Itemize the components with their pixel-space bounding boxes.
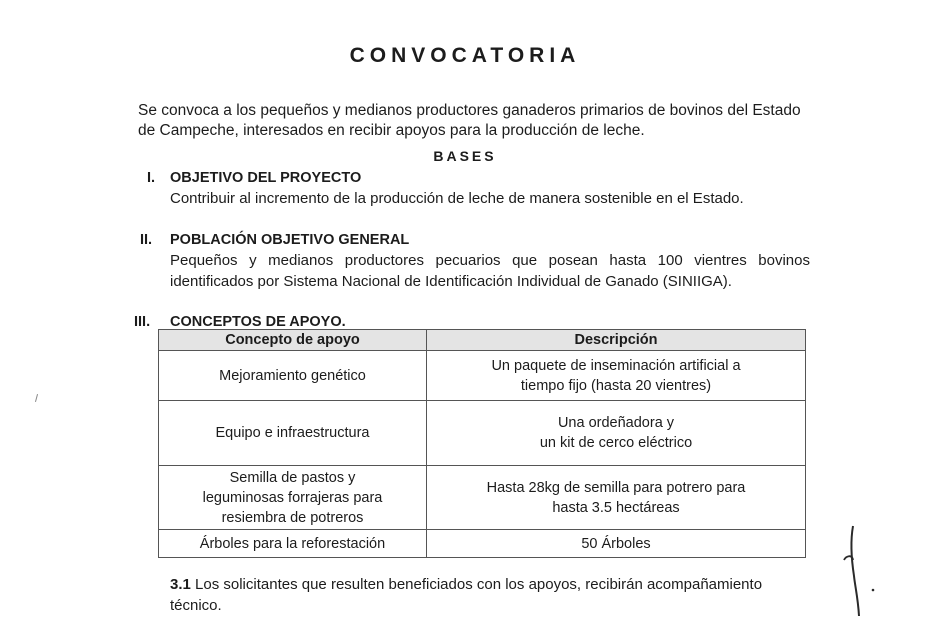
intro-line-2: de Campeche, interesados en recibir apoyos para la producción de leche. <box>138 122 645 139</box>
description-cell <box>427 530 806 558</box>
concept-cell <box>159 530 427 558</box>
table-row <box>159 530 806 558</box>
scan-speck <box>35 394 38 402</box>
description-line: Hasta 28kg de semilla para potrero para <box>486 479 746 496</box>
footnote-line-2: técnico. <box>170 597 222 614</box>
section-2-numeral: II. <box>140 232 153 248</box>
intro-line-1: Se convoca a los pequeños y medianos productores ganaderos primarios de bovinos del Estado <box>138 102 801 119</box>
signature-mark <box>836 518 886 618</box>
concept-cell <box>159 351 427 401</box>
concept-text: Equipo e infraestructura <box>215 425 370 441</box>
description-cell <box>427 351 806 401</box>
description-line: Una ordeñadora y <box>557 415 675 431</box>
bases-heading: BASES <box>433 148 497 164</box>
footnote-line-1 <box>170 574 815 595</box>
concept-text: leguminosas forrajeras para <box>202 489 383 506</box>
concept-text: Árboles para la reforestación <box>199 535 386 552</box>
section-2-text-line-1: Pequeños y medianos productores pecuarios que posean hasta 100 vientres bovinos <box>170 252 810 269</box>
description-line: tiempo fijo (hasta 20 vientres) <box>520 377 712 394</box>
column-header-description: Descripción <box>427 330 806 351</box>
footnote-3-1 <box>170 574 815 616</box>
section-3-heading: CONCEPTOS DE APOYO. <box>170 314 346 330</box>
section-1-text: Contribuir al incremento de la producción de leche de manera sostenible en el Estado. <box>170 190 744 207</box>
concept-cell <box>159 466 427 530</box>
table-header-row <box>159 330 806 351</box>
document-title: CONVOCATORIA <box>349 44 581 67</box>
description-line: 50 Árboles <box>581 535 651 552</box>
table-row <box>159 401 806 466</box>
description-cell <box>427 401 806 466</box>
section-2-heading: POBLACIÓN OBJETIVO GENERAL <box>170 232 410 248</box>
support-concepts-table <box>158 329 806 558</box>
description-line: un kit de cerco eléctrico <box>539 435 693 451</box>
footnote-number: 3.1 <box>170 576 191 593</box>
table-row <box>159 351 806 401</box>
concept-cell <box>159 401 427 466</box>
section-1-numeral: I. <box>147 170 156 186</box>
table-row <box>159 466 806 530</box>
description-line: Un paquete de inseminación artificial a <box>491 357 741 374</box>
section-1-heading: OBJETIVO DEL PROYECTO <box>170 170 362 186</box>
footnote-text: Los solicitantes que resulten beneficiados con los apoyos, recibirán acompañamiento <box>190 576 763 593</box>
concept-text: Semilla de pastos y <box>229 469 356 486</box>
description-line: hasta 3.5 hectáreas <box>552 499 680 516</box>
concept-text: resiembra de potreros <box>221 509 364 526</box>
concept-text: Mejoramiento genético <box>219 367 366 384</box>
column-header-concept: Concepto de apoyo <box>159 330 427 351</box>
section-2-text-line-2: identificados por Sistema Nacional de Identificación Individual de Ganado (SINIIGA). <box>170 273 732 290</box>
section-3-numeral: III. <box>134 314 151 330</box>
description-cell <box>427 466 806 530</box>
